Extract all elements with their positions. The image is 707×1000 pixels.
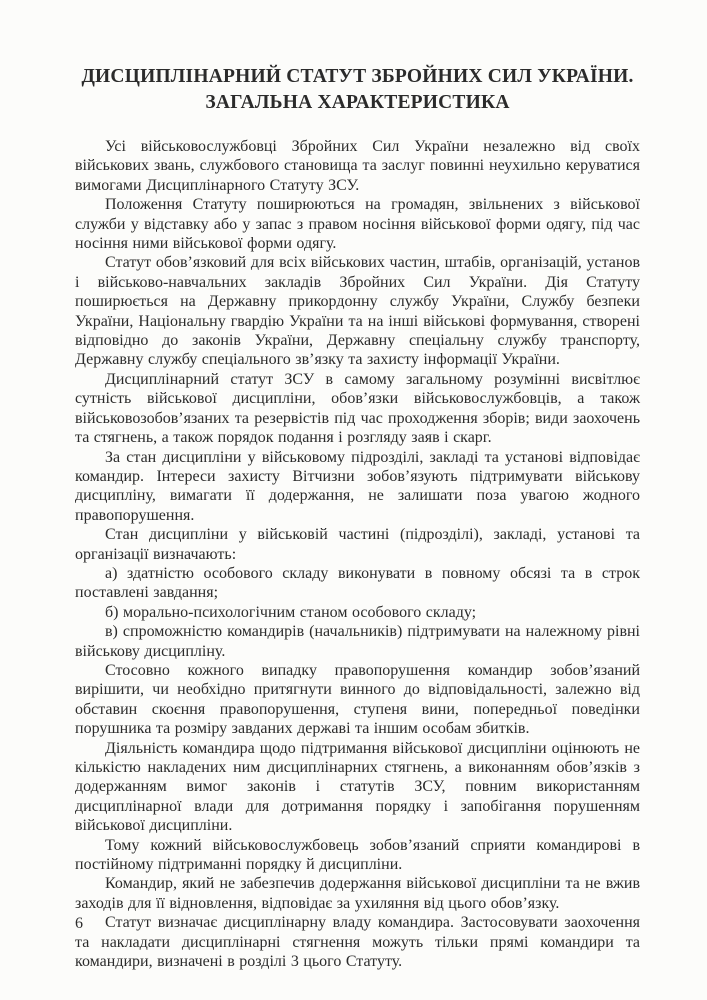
chapter-title-line-1: ДИСЦИПЛІНАРНИЙ СТАТУТ ЗБРОЙНИХ СИЛ УКРАЇНИ.	[81, 66, 634, 87]
chapter-title	[75, 64, 640, 116]
body-text	[75, 137, 640, 971]
body-paragraph: Статут визначає дисциплінарну владу командира. Застосовувати заохочення та накладати дисциплінарні стягнення можуть тільки прямі командири та командири, визначені в розділі 3 цього Статуту.	[75, 914, 640, 971]
body-paragraph-list-item-a: а) здатністю особового складу виконувати в повному обсязі та в строк поставлені завдання;	[75, 564, 640, 602]
body-paragraph: Дисциплінарний статут ЗСУ в самому загальному розумінні висвітлює сутність військової дисципліни, обов’язки військовослужбовців, а також військовозобов’язаних та резервістів під час проходження зборів; види заохочень та стягнень, а також порядок подання і розгляду заяв і скарг.	[75, 370, 640, 447]
body-paragraph: Стан дисципліни у військовій частині (підрозділі), закладі, установі та організації визначають:	[75, 526, 640, 563]
page-number: 6	[75, 915, 83, 932]
body-paragraph: За стан дисципліни у військовому підрозділі, закладі та установі відповідає командир. Інтереси захисту Вітчизни зобов’язують підтримувати військову дисципліну, вимагати її додержання, не залишати поза увагою жодного правопорушення.	[75, 448, 640, 524]
body-paragraph-list-item-v: в) спроможністю командирів (начальників) підтримувати на належному рівні військову дисципліну.	[75, 623, 640, 660]
body-paragraph-list-item-b: б) морально-психологічним станом особового складу;	[105, 603, 477, 621]
chapter-title-line-2: ЗАГАЛЬНА ХАРАКТЕРИСТИКА	[205, 92, 510, 113]
body-paragraph: Стосовно кожного випадку правопорушення командир зобов’язаний вирішити, чи необхідно притягнути винного до відповідальності, залежно від обставин скоєння правопорушення, ступеня вини, попередньої поведінки порушника та розміру завданих державі та іншим особам збитків.	[75, 661, 640, 738]
body-paragraph: Положення Статуту поширюються на громадян, звільнених з військової служби у відставку або у запас з правом носіння військової форми одягу, під час носіння ними військової форми одягу.	[75, 196, 640, 253]
body-paragraph: Статут обов’язковий для всіх військових частин, штабів, організацій, установ і військово-навчальних закладів Збройних Сил України. Дія Статуту поширюється на Державну прикордонну службу України, Службу безпеки України, Національну гвардію України та на інші військові формування, створені відповідно до законів України, Державну спеціальну службу транспорту, Державну службу спеціального зв’язку та захисту інформації України.	[75, 254, 640, 369]
page-content	[75, 64, 640, 971]
body-paragraph: Усі військовослужбовці Збройних Сил України незалежно від своїх військових звань, службового становища та заслуг повинні неухильно керуватися вимогами Дисциплінарного Статуту ЗСУ.	[75, 138, 640, 194]
body-paragraph: Діяльність командира щодо підтримання військової дисципліни оцінюють не кількістю накладених ним дисциплінарних стягнень, а виконанням обов’язків з додержанням вимог законів і статутів ЗСУ, повним використанням дисциплінарної влади для дотримання порядку і запобігання порушенням військової дисципліни.	[75, 739, 640, 835]
body-paragraph: Тому кожний військовослужбовець зобов’язаний сприяти командирові в постійному підтриманні порядку й дисципліни.	[75, 836, 640, 874]
body-paragraph: Командир, який не забезпечив додержання військової дисципліни та не вжив заходів для її відновлення, відповідає за ухиляння від цього обов’язку.	[75, 875, 640, 912]
